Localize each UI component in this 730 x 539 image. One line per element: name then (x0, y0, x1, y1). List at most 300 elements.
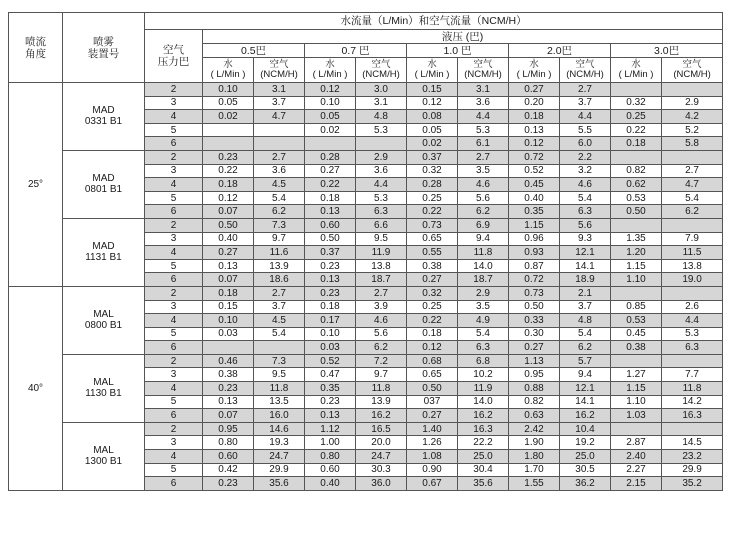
air-flow-cell: 5.6 (356, 327, 407, 341)
water-flow-cell: 1.03 (611, 409, 662, 423)
air-flow-cell: 14.2 (662, 395, 723, 409)
water-flow-cell: 0.10 (305, 327, 356, 341)
air-flow-cell: 13.9 (254, 259, 305, 273)
water-flow-cell: 0.52 (509, 164, 560, 178)
air-flow-cell: 11.8 (458, 246, 509, 260)
air-flow-cell: 16.0 (254, 409, 305, 423)
model-cell: MAL 1130 B1 (63, 354, 145, 422)
water-flow-cell: 1.08 (407, 450, 458, 464)
water-flow-cell: 0.50 (407, 382, 458, 396)
water-flow-cell (203, 123, 254, 137)
air-flow-cell: 11.9 (458, 382, 509, 396)
air-flow-cell: 4.7 (662, 178, 723, 192)
air-flow-cell: 29.9 (662, 463, 723, 477)
water-flow-cell: 0.22 (611, 123, 662, 137)
air-flow-cell: 11.8 (662, 382, 723, 396)
water-flow-cell: 2.27 (611, 463, 662, 477)
water-flow-cell: 0.65 (407, 232, 458, 246)
water-flow-cell (203, 137, 254, 151)
water-flow-cell: 0.88 (509, 382, 560, 396)
air-flow-cell: 2.7 (662, 164, 723, 178)
water-flow-cell: 0.32 (407, 286, 458, 300)
water-flow-cell: 0.53 (611, 314, 662, 328)
air-flow-cell: 30.5 (560, 463, 611, 477)
water-flow-cell: 0.23 (305, 286, 356, 300)
table-row (9, 83, 723, 97)
air-flow-cell: 4.8 (356, 110, 407, 124)
water-flow-cell: 0.42 (203, 463, 254, 477)
table-row (9, 218, 723, 232)
water-flow-cell: 0.18 (305, 191, 356, 205)
water-flow-cell: 0.20 (509, 96, 560, 110)
air-flow-cell: 5.3 (458, 123, 509, 137)
water-flow-cell: 0.23 (203, 382, 254, 396)
water-flow-cell: 0.72 (509, 150, 560, 164)
air-flow-cell: 3.7 (560, 96, 611, 110)
air-flow-cell: 2.2 (560, 150, 611, 164)
water-flow-cell: 0.22 (407, 314, 458, 328)
air-flow-cell: 22.2 (458, 436, 509, 450)
air-flow-cell: 12.1 (560, 246, 611, 260)
water-flow-cell: 0.82 (611, 164, 662, 178)
air-pressure-cell: 4 (145, 450, 203, 464)
table-row (9, 422, 723, 436)
water-flow-cell: 0.23 (305, 259, 356, 273)
air-flow-cell: 7.3 (254, 354, 305, 368)
air-flow-cell: 5.7 (560, 354, 611, 368)
air-flow-cell: 19.2 (560, 436, 611, 450)
water-flow-cell: 0.37 (305, 246, 356, 260)
air-flow-cell: 4.4 (662, 314, 723, 328)
air-flow-cell: 13.5 (254, 395, 305, 409)
water-flow-cell: 1.10 (611, 273, 662, 287)
flow-title: 水流量（L/Min）和空气流量（NCM/H） (145, 13, 723, 30)
air-flow-cell: 2.7 (458, 150, 509, 164)
water-flow-cell: 0.60 (203, 450, 254, 464)
air-flow-cell (662, 218, 723, 232)
air-flow-cell: 4.7 (254, 110, 305, 124)
water-flow-cell: 1.13 (509, 354, 560, 368)
water-flow-cell: 0.13 (203, 259, 254, 273)
air-pressure-cell: 6 (145, 341, 203, 355)
air-flow-cell: 35.2 (662, 477, 723, 491)
water-flow-cell: 0.12 (509, 137, 560, 151)
air-pressure-cell: 3 (145, 232, 203, 246)
air-flow-cell: 2.7 (560, 83, 611, 97)
air-flow-header: 空气 (NCM/H) (458, 58, 509, 83)
water-flow-cell: 0.38 (203, 368, 254, 382)
water-flow-cell: 0.03 (305, 341, 356, 355)
water-flow-cell: 0.07 (203, 205, 254, 219)
water-flow-cell: 1.35 (611, 232, 662, 246)
air-flow-cell: 9.5 (254, 368, 305, 382)
water-flow-cell: 1.26 (407, 436, 458, 450)
air-flow-cell: 35.6 (254, 477, 305, 491)
water-flow-cell: 1.27 (611, 368, 662, 382)
air-pressure-cell: 4 (145, 110, 203, 124)
air-flow-cell: 3.6 (458, 96, 509, 110)
water-flow-cell: 0.22 (203, 164, 254, 178)
air-flow-cell: 13.8 (662, 259, 723, 273)
air-flow-cell: 4.6 (458, 178, 509, 192)
air-pressure-cell: 2 (145, 286, 203, 300)
water-flow-cell: 0.40 (203, 232, 254, 246)
water-flow-cell: 0.10 (305, 96, 356, 110)
air-flow-cell: 4.5 (254, 314, 305, 328)
air-flow-cell: 3.7 (254, 300, 305, 314)
air-flow-cell: 7.9 (662, 232, 723, 246)
water-flow-cell: 0.25 (407, 300, 458, 314)
water-flow-cell: 0.63 (509, 409, 560, 423)
air-flow-cell (254, 137, 305, 151)
air-pressure-cell: 5 (145, 463, 203, 477)
angle-header: 喷流 角度 (9, 13, 63, 83)
water-flow-cell: 0.38 (611, 341, 662, 355)
air-flow-cell: 6.3 (356, 205, 407, 219)
water-flow-cell: 0.50 (203, 218, 254, 232)
air-flow-cell: 14.1 (560, 395, 611, 409)
water-flow-cell: 0.53 (611, 191, 662, 205)
water-flow-cell: 0.32 (407, 164, 458, 178)
air-flow-cell: 18.7 (356, 273, 407, 287)
air-flow-cell: 6.2 (254, 205, 305, 219)
water-flow-cell: 0.27 (407, 273, 458, 287)
air-flow-cell (662, 83, 723, 97)
water-flow-cell: 0.23 (203, 150, 254, 164)
air-flow-cell: 20.0 (356, 436, 407, 450)
water-flow-cell: 0.27 (509, 341, 560, 355)
water-flow-cell: 0.22 (305, 178, 356, 192)
water-flow-cell: 037 (407, 395, 458, 409)
air-flow-cell: 6.3 (662, 341, 723, 355)
air-flow-cell: 6.6 (356, 218, 407, 232)
pressure-header: 0.7 巴 (305, 44, 407, 58)
air-flow-cell: 36.2 (560, 477, 611, 491)
water-flow-cell: 0.12 (203, 191, 254, 205)
air-flow-cell: 5.5 (560, 123, 611, 137)
pressure-header: 3.0巴 (611, 44, 723, 58)
water-flow-cell: 0.85 (611, 300, 662, 314)
air-flow-cell (662, 150, 723, 164)
air-flow-cell (662, 354, 723, 368)
air-pressure-cell: 5 (145, 259, 203, 273)
water-flow-cell: 0.18 (203, 178, 254, 192)
air-flow-cell: 6.3 (560, 205, 611, 219)
air-flow-cell: 9.7 (254, 232, 305, 246)
water-flow-cell: 0.52 (305, 354, 356, 368)
air-flow-cell: 16.2 (560, 409, 611, 423)
water-flow-cell: 0.18 (407, 327, 458, 341)
air-flow-cell: 7.2 (356, 354, 407, 368)
air-flow-cell (356, 137, 407, 151)
air-pressure-cell: 2 (145, 354, 203, 368)
air-flow-cell: 18.6 (254, 273, 305, 287)
water-flow-cell (611, 422, 662, 436)
air-pressure-cell: 4 (145, 382, 203, 396)
air-flow-cell: 4.9 (458, 314, 509, 328)
air-flow-cell: 13.8 (356, 259, 407, 273)
water-flow-cell: 0.10 (203, 83, 254, 97)
air-flow-cell: 4.4 (560, 110, 611, 124)
water-flow-cell: 1.10 (611, 395, 662, 409)
air-flow-cell: 14.0 (458, 259, 509, 273)
water-flow-cell: 0.67 (407, 477, 458, 491)
water-flow-cell (611, 218, 662, 232)
air-flow-cell: 2.9 (356, 150, 407, 164)
air-flow-cell: 9.3 (560, 232, 611, 246)
water-flow-cell: 0.50 (611, 205, 662, 219)
air-flow-cell: 24.7 (254, 450, 305, 464)
air-pressure-cell: 3 (145, 164, 203, 178)
air-flow-cell: 4.6 (560, 178, 611, 192)
air-flow-cell: 6.1 (458, 137, 509, 151)
air-flow-cell: 36.0 (356, 477, 407, 491)
air-flow-cell: 9.5 (356, 232, 407, 246)
air-pressure-cell: 6 (145, 409, 203, 423)
air-flow-cell: 2.9 (662, 96, 723, 110)
water-flow-cell: 0.50 (509, 300, 560, 314)
water-flow-cell: 0.23 (203, 477, 254, 491)
air-pressure-cell: 6 (145, 205, 203, 219)
spray-flow-table (8, 12, 723, 491)
air-flow-cell: 3.5 (458, 300, 509, 314)
water-flow-cell: 0.45 (611, 327, 662, 341)
water-flow-cell: 0.90 (407, 463, 458, 477)
air-flow-cell: 12.1 (560, 382, 611, 396)
air-flow-cell: 4.6 (356, 314, 407, 328)
air-pressure-cell: 3 (145, 300, 203, 314)
water-flow-header: 水 ( L/Min ) (203, 58, 254, 83)
model-cell: MAD 0801 B1 (63, 150, 145, 218)
air-flow-cell: 5.6 (458, 191, 509, 205)
water-flow-cell: 1.40 (407, 422, 458, 436)
air-flow-cell: 5.4 (662, 191, 723, 205)
air-flow-cell: 16.3 (458, 422, 509, 436)
water-flow-cell: 1.70 (509, 463, 560, 477)
air-flow-cell: 5.4 (254, 327, 305, 341)
water-flow-cell (611, 286, 662, 300)
water-flow-cell: 0.35 (305, 382, 356, 396)
air-pressure-cell: 6 (145, 477, 203, 491)
air-flow-cell: 14.0 (458, 395, 509, 409)
water-flow-cell: 0.25 (611, 110, 662, 124)
water-flow-cell: 1.15 (611, 382, 662, 396)
water-flow-cell: 0.08 (407, 110, 458, 124)
air-flow-cell: 25.0 (458, 450, 509, 464)
water-flow-cell: 0.15 (407, 83, 458, 97)
water-flow-cell: 2.87 (611, 436, 662, 450)
water-flow-cell: 0.96 (509, 232, 560, 246)
water-flow-cell: 0.30 (509, 327, 560, 341)
air-flow-cell: 3.1 (356, 96, 407, 110)
air-flow-cell: 2.1 (560, 286, 611, 300)
air-flow-cell: 23.2 (662, 450, 723, 464)
water-flow-cell: 0.05 (305, 110, 356, 124)
water-flow-cell: 0.72 (509, 273, 560, 287)
air-pressure-cell: 5 (145, 395, 203, 409)
water-flow-cell (305, 137, 356, 151)
air-flow-cell: 2.7 (254, 150, 305, 164)
air-flow-cell: 2.7 (356, 286, 407, 300)
air-flow-header: 空气 (NCM/H) (356, 58, 407, 83)
water-flow-cell: 0.40 (305, 477, 356, 491)
water-flow-cell: 0.13 (509, 123, 560, 137)
water-flow-cell: 0.35 (509, 205, 560, 219)
air-pressure-cell: 5 (145, 123, 203, 137)
air-flow-cell: 5.8 (662, 137, 723, 151)
air-flow-cell: 2.6 (662, 300, 723, 314)
air-flow-cell: 11.6 (254, 246, 305, 260)
air-flow-cell: 3.1 (254, 83, 305, 97)
air-flow-cell: 18.9 (560, 273, 611, 287)
air-pressure-cell: 4 (145, 178, 203, 192)
air-flow-cell: 3.1 (458, 83, 509, 97)
air-flow-cell: 11.8 (356, 382, 407, 396)
air-flow-cell: 6.2 (356, 341, 407, 355)
air-flow-cell: 6.8 (458, 354, 509, 368)
water-flow-header: 水 ( L/Min ) (305, 58, 356, 83)
air-flow-cell: 9.4 (560, 368, 611, 382)
air-flow-cell: 14.5 (662, 436, 723, 450)
air-flow-cell: 3.6 (356, 164, 407, 178)
water-flow-cell: 2.15 (611, 477, 662, 491)
water-flow-cell: 0.05 (203, 96, 254, 110)
water-flow-cell: 0.13 (305, 205, 356, 219)
water-flow-cell: 0.62 (611, 178, 662, 192)
air-pressure-cell: 6 (145, 137, 203, 151)
air-flow-cell: 10.2 (458, 368, 509, 382)
water-flow-cell: 0.55 (407, 246, 458, 260)
air-pressure-cell: 5 (145, 327, 203, 341)
water-flow-cell: 0.02 (305, 123, 356, 137)
model-cell: MAD 1131 B1 (63, 218, 145, 286)
model-header: 喷雾 装置号 (63, 13, 145, 83)
water-flow-cell: 0.47 (305, 368, 356, 382)
air-flow-cell: 25.0 (560, 450, 611, 464)
air-flow-cell: 18.7 (458, 273, 509, 287)
air-flow-cell: 4.4 (356, 178, 407, 192)
water-flow-cell: 0.38 (407, 259, 458, 273)
water-flow-cell: 2.42 (509, 422, 560, 436)
water-flow-cell: 0.15 (203, 300, 254, 314)
water-flow-cell: 0.50 (305, 232, 356, 246)
water-flow-cell: 0.18 (611, 137, 662, 151)
table-row (9, 150, 723, 164)
air-flow-cell (662, 422, 723, 436)
water-flow-cell: 0.73 (407, 218, 458, 232)
air-flow-cell: 3.9 (356, 300, 407, 314)
water-flow-cell (203, 341, 254, 355)
air-flow-cell: 2.7 (254, 286, 305, 300)
model-cell: MAL 1300 B1 (63, 422, 145, 490)
air-flow-cell: 3.7 (560, 300, 611, 314)
air-pressure-cell: 6 (145, 273, 203, 287)
air-flow-cell: 3.7 (254, 96, 305, 110)
air-pressure-cell: 2 (145, 218, 203, 232)
water-flow-cell: 0.18 (203, 286, 254, 300)
water-flow-cell (611, 150, 662, 164)
water-flow-cell: 0.23 (305, 395, 356, 409)
air-pressure-cell: 2 (145, 150, 203, 164)
water-flow-cell: 0.65 (407, 368, 458, 382)
water-flow-cell: 0.60 (305, 463, 356, 477)
air-flow-cell: 5.4 (254, 191, 305, 205)
air-flow-cell: 5.4 (458, 327, 509, 341)
air-flow-cell: 11.5 (662, 246, 723, 260)
air-pressure-cell: 3 (145, 96, 203, 110)
water-flow-cell: 0.02 (407, 137, 458, 151)
air-flow-cell (254, 341, 305, 355)
air-flow-cell: 11.8 (254, 382, 305, 396)
air-flow-cell: 5.3 (356, 123, 407, 137)
air-flow-cell: 16.2 (458, 409, 509, 423)
water-flow-cell: 0.60 (305, 218, 356, 232)
water-flow-cell: 0.22 (407, 205, 458, 219)
water-flow-cell: 0.12 (407, 96, 458, 110)
water-flow-cell: 1.00 (305, 436, 356, 450)
air-flow-header: 空气 (NCM/H) (662, 58, 723, 83)
water-flow-cell: 0.18 (305, 300, 356, 314)
water-flow-cell: 0.13 (305, 409, 356, 423)
water-flow-cell: 0.93 (509, 246, 560, 260)
water-flow-cell: 0.28 (305, 150, 356, 164)
water-flow-cell: 1.80 (509, 450, 560, 464)
air-flow-cell: 4.2 (662, 110, 723, 124)
air-flow-cell: 6.9 (458, 218, 509, 232)
water-flow-cell: 0.27 (407, 409, 458, 423)
water-flow-cell: 0.27 (203, 246, 254, 260)
model-cell: MAD 0331 B1 (63, 83, 145, 151)
water-flow-cell: 0.27 (305, 164, 356, 178)
water-flow-cell: 0.95 (509, 368, 560, 382)
air-flow-cell: 7.7 (662, 368, 723, 382)
water-flow-cell: 0.28 (407, 178, 458, 192)
water-flow-cell: 0.10 (203, 314, 254, 328)
water-flow-cell: 1.20 (611, 246, 662, 260)
water-flow-cell: 1.90 (509, 436, 560, 450)
spray-angle-cell: 40° (9, 286, 63, 490)
air-pressure-header: 空气 压力巴 (145, 30, 203, 83)
water-flow-cell: 0.33 (509, 314, 560, 328)
air-flow-cell: 5.3 (356, 191, 407, 205)
air-flow-cell: 10.4 (560, 422, 611, 436)
water-flow-header: 水 ( L/Min ) (509, 58, 560, 83)
water-flow-cell: 0.05 (407, 123, 458, 137)
water-flow-cell: 0.95 (203, 422, 254, 436)
water-flow-cell: 0.45 (509, 178, 560, 192)
air-pressure-cell: 4 (145, 246, 203, 260)
water-flow-cell: 1.55 (509, 477, 560, 491)
pressure-header: 2.0巴 (509, 44, 611, 58)
air-flow-cell: 13.9 (356, 395, 407, 409)
air-flow-header: 空气 (NCM/H) (560, 58, 611, 83)
spray-angle-cell: 25° (9, 83, 63, 287)
air-flow-cell: 9.4 (458, 232, 509, 246)
water-flow-cell: 0.80 (305, 450, 356, 464)
water-flow-cell: 1.15 (509, 218, 560, 232)
liquid-pressure-header: 液压 (巴) (203, 30, 723, 44)
air-flow-cell: 5.2 (662, 123, 723, 137)
air-flow-cell: 5.4 (560, 191, 611, 205)
air-flow-cell: 5.3 (662, 327, 723, 341)
air-flow-cell: 6.2 (662, 205, 723, 219)
air-flow-cell: 4.4 (458, 110, 509, 124)
water-flow-cell: 0.12 (305, 83, 356, 97)
air-flow-cell: 16.5 (356, 422, 407, 436)
water-flow-cell: 0.73 (509, 286, 560, 300)
water-flow-cell (611, 354, 662, 368)
water-flow-cell: 0.13 (305, 273, 356, 287)
